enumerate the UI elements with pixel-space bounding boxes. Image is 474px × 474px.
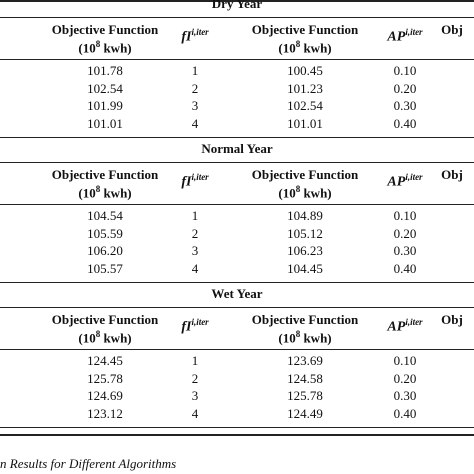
- fi-iter-header: [165, 172, 225, 191]
- cell-obj2: 106.23: [287, 243, 323, 258]
- objective-header-line2: [220, 182, 390, 200]
- objective-unit-exponent: 8: [295, 329, 301, 339]
- objective-unit-exponent: 8: [295, 39, 301, 49]
- cell-obj2: 101.01: [287, 115, 323, 131]
- truncated-column-header: Obj: [441, 22, 463, 37]
- cell-fi: 1: [191, 208, 199, 223]
- fi-superscript: i,iter: [191, 172, 209, 182]
- cell-obj1: 123.12: [87, 405, 123, 421]
- fi-iter-header: [165, 317, 225, 336]
- objective-function-header: [220, 22, 390, 55]
- cell-fi: 4: [191, 115, 199, 131]
- objective-unit-suffix: kwh): [300, 330, 332, 346]
- cell-obj2: 102.54: [287, 98, 323, 113]
- cell-obj1: 101.78: [87, 63, 123, 78]
- objective-header-line1: Objective Function: [251, 167, 359, 182]
- cell-obj1: 106.20: [87, 243, 123, 258]
- cell-obj2: 101.23: [287, 80, 323, 96]
- cell-ap: 0.20: [393, 370, 417, 386]
- section-title: Dry Year: [211, 0, 263, 11]
- ap-symbol: AP: [387, 174, 406, 190]
- section-title: Wet Year: [211, 286, 263, 301]
- cell-fi: 3: [191, 243, 199, 258]
- fi-superscript: i,iter: [191, 317, 209, 327]
- cell-fi: 3: [191, 98, 199, 113]
- objective-unit-exponent: 8: [295, 184, 301, 194]
- cell-fi: 4: [191, 260, 199, 276]
- objective-function-header: [220, 312, 390, 345]
- objective-unit-exponent: 8: [95, 329, 101, 339]
- objective-header-line1: Objective Function: [51, 167, 159, 182]
- cell-fi: 2: [191, 225, 199, 241]
- cell-fi: 2: [191, 370, 199, 386]
- cell-fi: 2: [191, 80, 199, 96]
- cell-obj1: 125.78: [87, 370, 123, 386]
- cell-obj2: 124.49: [287, 405, 323, 421]
- cell-obj2: 124.58: [287, 370, 323, 386]
- cell-fi: 1: [191, 63, 199, 78]
- cell-fi: 1: [191, 353, 199, 368]
- objective-header-line2: [220, 327, 390, 345]
- objective-unit-base: (10: [278, 185, 296, 201]
- cell-fi: 3: [191, 388, 199, 403]
- cell-obj1: 104.54: [87, 208, 123, 223]
- cell-ap: 0.10: [393, 208, 417, 223]
- section-bottom-rule: [0, 137, 474, 138]
- fi-symbol: fI: [181, 29, 192, 45]
- section-bottom-rule: [0, 427, 474, 428]
- cell-obj1: 101.99: [87, 98, 123, 113]
- truncated-column-header: Obj: [441, 312, 463, 327]
- section-title-rule: [0, 307, 474, 308]
- objective-function-header: [220, 167, 390, 200]
- ap-superscript: i,iter: [405, 172, 423, 182]
- cell-obj2: 105.12: [287, 225, 323, 241]
- objective-unit-exponent: 8: [95, 184, 101, 194]
- cell-ap: 0.40: [393, 260, 417, 276]
- objective-unit-suffix: kwh): [300, 40, 332, 56]
- table-caption: n Results for Different Algorithms: [0, 456, 177, 471]
- objective-unit-base: (10: [78, 40, 96, 56]
- cell-ap: 0.40: [393, 115, 417, 131]
- cell-obj1: 124.69: [87, 388, 123, 403]
- objective-header-line1: Objective Function: [251, 312, 359, 327]
- cell-ap: 0.30: [393, 388, 417, 403]
- fi-symbol: fI: [181, 319, 192, 335]
- ap-superscript: i,iter: [405, 27, 423, 37]
- objective-unit-suffix: kwh): [100, 330, 132, 346]
- ap-symbol: AP: [387, 29, 406, 45]
- ap-symbol: AP: [387, 319, 406, 335]
- truncated-column-header: Obj: [441, 167, 463, 182]
- objective-unit-suffix: kwh): [100, 185, 132, 201]
- fi-iter-header: [165, 27, 225, 46]
- objective-unit-suffix: kwh): [300, 185, 332, 201]
- table-bottom-rule: [0, 434, 474, 436]
- objective-unit-base: (10: [78, 185, 96, 201]
- cell-obj2: 125.78: [287, 388, 323, 403]
- cell-obj1: 102.54: [87, 80, 123, 96]
- fi-superscript: i,iter: [191, 27, 209, 37]
- objective-unit-base: (10: [278, 330, 296, 346]
- cell-obj2: 123.69: [287, 353, 323, 368]
- cell-obj1: 101.01: [87, 115, 123, 131]
- cell-fi: 4: [191, 405, 199, 421]
- cell-ap: 0.30: [393, 98, 417, 113]
- cell-ap: 0.20: [393, 80, 417, 96]
- cell-ap: 0.20: [393, 225, 417, 241]
- objective-header-line1: Objective Function: [251, 22, 359, 37]
- objective-unit-base: (10: [278, 40, 296, 56]
- section-bottom-rule: [0, 282, 474, 283]
- cell-ap: 0.10: [393, 353, 417, 368]
- section-title-rule: [0, 17, 474, 18]
- header-rule: [0, 59, 474, 60]
- objective-header-line1: Objective Function: [51, 22, 159, 37]
- cell-obj2: 100.45: [287, 63, 323, 78]
- cell-ap: 0.10: [393, 63, 417, 78]
- header-rule: [0, 349, 474, 350]
- objective-header-line1: Objective Function: [51, 312, 159, 327]
- cell-obj1: 124.45: [87, 353, 123, 368]
- cell-ap: 0.30: [393, 243, 417, 258]
- header-rule: [0, 204, 474, 205]
- cell-obj2: 104.89: [287, 208, 323, 223]
- fi-symbol: fI: [181, 174, 192, 190]
- section-title: Normal Year: [201, 141, 273, 156]
- cell-obj1: 105.57: [87, 260, 123, 276]
- cell-ap: 0.40: [393, 405, 417, 421]
- objective-unit-suffix: kwh): [100, 40, 132, 56]
- section-title-rule: [0, 162, 474, 163]
- cell-obj2: 104.45: [287, 260, 323, 276]
- ap-superscript: i,iter: [405, 317, 423, 327]
- objective-unit-exponent: 8: [95, 39, 101, 49]
- objective-header-line2: [220, 37, 390, 55]
- objective-unit-base: (10: [78, 330, 96, 346]
- cell-obj1: 105.59: [87, 225, 123, 241]
